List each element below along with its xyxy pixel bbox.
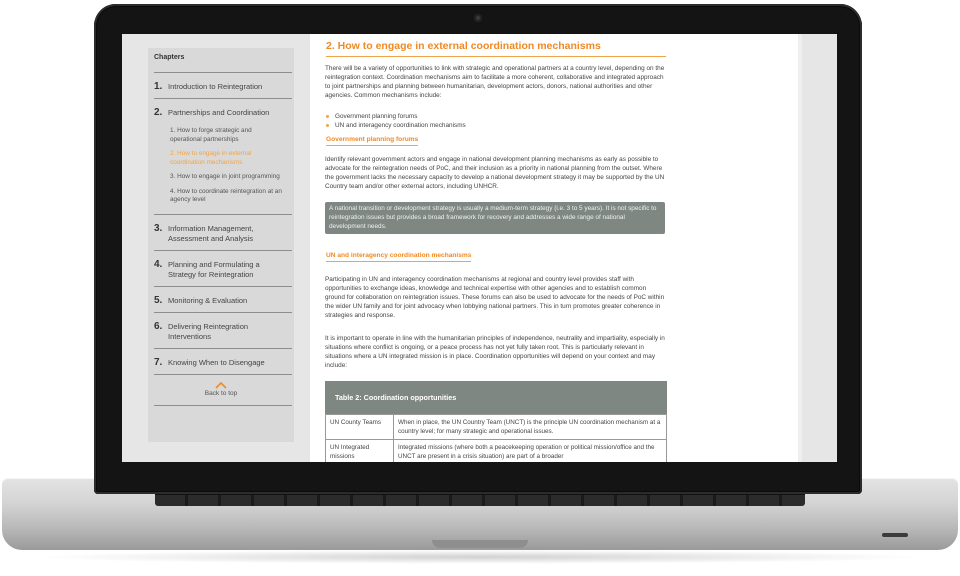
section-heading-government: Government planning forums — [326, 136, 418, 146]
table-row — [326, 440, 667, 463]
power-indicator — [882, 533, 908, 537]
list-item-label: Government planning forums — [335, 113, 418, 120]
scrollbar[interactable] — [798, 34, 802, 462]
back-to-top-link[interactable] — [152, 375, 290, 397]
un-paragraph-1: Participating in UN and interagency coordination mechanisms at regional and country level provides staff with opportunities to exchange ideas, knowledge and technical expertise with other agencies and to establish common ground for collaboration on reintegration issues. These forums can also be used to advocate for the needs of PoC within the wider UN family and for joint advocacy when lobbying national partners. This in turn promotes greater coherence in strategies and response. — [325, 276, 665, 319]
list-item-label: UN and interagency coordination mechanisms — [335, 122, 466, 129]
chapter-number: 3. — [154, 222, 163, 234]
divider — [154, 405, 292, 406]
chapter-label: Planning and Formulating a Strategy for Reintegration — [168, 259, 260, 279]
list-item — [326, 121, 656, 130]
screen — [122, 34, 837, 462]
camera-icon — [474, 14, 482, 22]
un-paragraph-2: It is important to operate in line with the humanitarian principles of independence, neutrality and impartiality, especially in situations where conflict is ongoing, or a peace process has not yet fully taken root. This is particularly relevant in situations where a UN integrated mission is in place. Coordination opportunities will depend on your context and may include: — [325, 335, 665, 369]
table-cell-key: UN Integrated missions — [326, 440, 394, 463]
bullet-icon — [326, 115, 329, 118]
page-title: 2. How to engage in external coordination mechanisms — [326, 40, 666, 57]
chapter-label: Partnerships and Coordination — [168, 108, 270, 117]
chapter-item-1[interactable] — [152, 73, 290, 98]
subchapter-item-1[interactable]: 1. How to forge strategic and operational partnerships — [170, 127, 252, 143]
intro-paragraph: There will be a variety of opportunities to link with strategic and operational partners at a country level, depending on the reintegration context. Coordination mechanisms aim to facilitate a more coherent, collaborative and integrated approach to joint partnerships and planning between humanitarian, development actors, donors, national authorities and other agencies. Common mechanisms include: — [325, 65, 665, 99]
chapter-number: 2. — [154, 107, 163, 118]
subchapter-item-3[interactable]: 3. How to engage in joint programming — [170, 173, 280, 180]
coordination-table — [325, 414, 667, 462]
chapter-label: Information Management, Assessment and Analysis — [168, 223, 254, 243]
section-heading-un: UN and interagency coordination mechanisms — [326, 252, 471, 262]
table-cell-key: UN County Teams — [326, 415, 394, 440]
laptop-shadow — [30, 550, 930, 564]
table-row — [326, 415, 667, 440]
bullet-icon — [326, 124, 329, 127]
table-cell-value: When in place, the UN Country Team (UNCT) is the principle UN coordination mechanism at a country level; for many strategic and operational issues. — [394, 415, 667, 440]
chapter-label: Delivering Reintegration Interventions — [168, 321, 249, 341]
chevron-up-icon — [215, 381, 227, 389]
government-paragraph: Identify relevant government actors and engage in national development planning mechanisms as early as possible to advocate for the reintegration needs of PoC, and their inclusion as a priority in national planning from the outset. Where the government lacks the necessary capacity to develop a national development strategy it may be supported by the UN Country team and/or other external actors, including UNHCR. — [325, 156, 665, 190]
chapter-label: Introduction to Reintegration — [168, 82, 263, 91]
lid-notch — [432, 540, 528, 548]
chapter-number: 1. — [154, 81, 163, 92]
chapter-number: 5. — [154, 294, 163, 306]
chapter-item-7[interactable] — [152, 349, 290, 374]
chapter-label: Monitoring & Evaluation — [168, 295, 248, 305]
chapter-item-5[interactable] — [152, 287, 290, 312]
sidebar-title: Chapters — [154, 54, 185, 61]
chapter-number: 4. — [154, 258, 163, 270]
note-callout: A national transition or development strategy is usually a medium-term strategy (i.e. 3 to 5 years). It is not specific to reintegration issues but provides a broad framework for recovery and addresses a wide range of national development needs. — [325, 202, 665, 234]
content-panel — [310, 34, 802, 462]
back-to-top-label: Back to top — [204, 389, 238, 397]
chapter-number: 6. — [154, 320, 163, 332]
list-item — [326, 112, 656, 121]
chapters-sidebar — [148, 48, 294, 442]
chapter-item-4[interactable] — [152, 251, 290, 286]
table-title: Table 2: Coordination opportunities — [325, 381, 667, 414]
table-cell-value: Integrated missions (where both a peacekeeping operation or political mission/office and the UNCT are present in a crisis situation) are part of a broader — [394, 440, 667, 463]
mechanisms-list — [326, 112, 656, 130]
subchapter-item-2-active[interactable]: 2. How to engage in external coordination mechanisms — [170, 150, 252, 166]
chapter-item-6[interactable] — [152, 313, 290, 348]
chapter-label: Knowing When to Disengage — [168, 357, 265, 367]
chapter-item-3[interactable] — [152, 215, 290, 250]
chapter-item-2[interactable] — [152, 99, 290, 124]
subchapter-item-4[interactable]: 4. How to coordinate reintegration at an agency level — [170, 187, 282, 203]
chapter-number: 7. — [154, 356, 163, 368]
